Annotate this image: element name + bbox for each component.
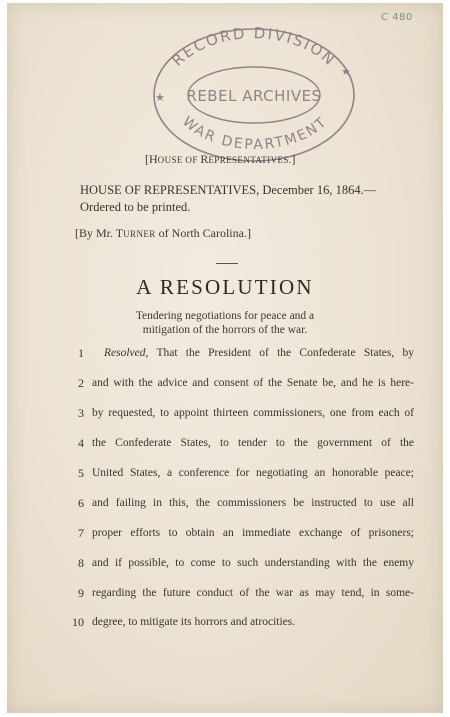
line-number: 8 bbox=[78, 556, 84, 570]
line-text: and if possible, to come to such understanding with the enemy bbox=[92, 557, 414, 569]
line-number: 6 bbox=[78, 496, 84, 510]
line-text: and failing in this, the commissioners be instructed to use all bbox=[92, 497, 414, 509]
line-text: United States, a conference for negotiating an honorable peace; bbox=[92, 467, 414, 479]
resolution-line bbox=[0, 405, 450, 421]
line-text: by requested, to appoint thirteen commissioners, one from each of bbox=[92, 407, 414, 419]
resolution-line bbox=[0, 614, 450, 630]
line-number: 5 bbox=[78, 466, 84, 480]
resolution-line bbox=[0, 435, 450, 451]
line-text: and with the advice and consent of the Senate be, and he is here- bbox=[92, 377, 414, 389]
line-number: 1 bbox=[78, 346, 84, 360]
line-number: 3 bbox=[78, 406, 84, 420]
resolution-line bbox=[0, 375, 450, 391]
printing-order: HOUSE OF REPRESENTATIVES, December 16, 1864.—Ordered to be printed. bbox=[80, 183, 377, 214]
line-number: 2 bbox=[78, 376, 84, 390]
resolution-subtitle: Tendering negotiations for peace and a mitigation of the horrors of the war. bbox=[135, 310, 315, 336]
stamp-bottom-text: WAR DEPARTMENT bbox=[179, 113, 331, 154]
line-text: proper efforts to obtain an immediate exchange of prisoners; bbox=[92, 527, 414, 539]
resolution-line bbox=[0, 345, 450, 361]
line-number: 7 bbox=[78, 526, 84, 540]
line-text: Resolved, That the President of the Confederate States, by bbox=[104, 347, 414, 359]
line-text: degree, to mitigate its horrors and atrocities. bbox=[92, 616, 296, 628]
resolved-word: Resolved, bbox=[104, 347, 149, 359]
divider bbox=[216, 263, 238, 264]
resolution-line bbox=[0, 585, 450, 601]
resolution-line bbox=[0, 465, 450, 481]
line-text: regarding the future conduct of the war as may tend, in some- bbox=[92, 587, 414, 599]
resolution-line bbox=[0, 555, 450, 571]
stamp-star-right-icon: ★ bbox=[341, 65, 351, 78]
line-number: 9 bbox=[78, 586, 84, 600]
archive-stamp-graphic bbox=[143, 13, 365, 163]
document-header: [HOUSE OF REPRESENTATIVES.] bbox=[145, 152, 296, 166]
stamp-top-text: RECORD DIVISION bbox=[168, 24, 340, 70]
archive-stamp bbox=[143, 13, 365, 163]
catalog-number: C 480 bbox=[381, 12, 413, 23]
stamp-star-left-icon: ★ bbox=[155, 91, 165, 104]
mover-attribution: [By Mr. TURNER of North Carolina.] bbox=[75, 226, 251, 240]
stamp-center-text: REBEL ARCHIVES bbox=[186, 87, 322, 105]
resolution-title: A RESOLUTION bbox=[136, 275, 314, 299]
resolution-line bbox=[0, 525, 450, 541]
line-number: 4 bbox=[78, 436, 84, 450]
line-text: the Confederate States, to tender to the government of the bbox=[92, 437, 414, 449]
resolution-line bbox=[0, 495, 450, 511]
line-number: 10 bbox=[72, 615, 84, 629]
